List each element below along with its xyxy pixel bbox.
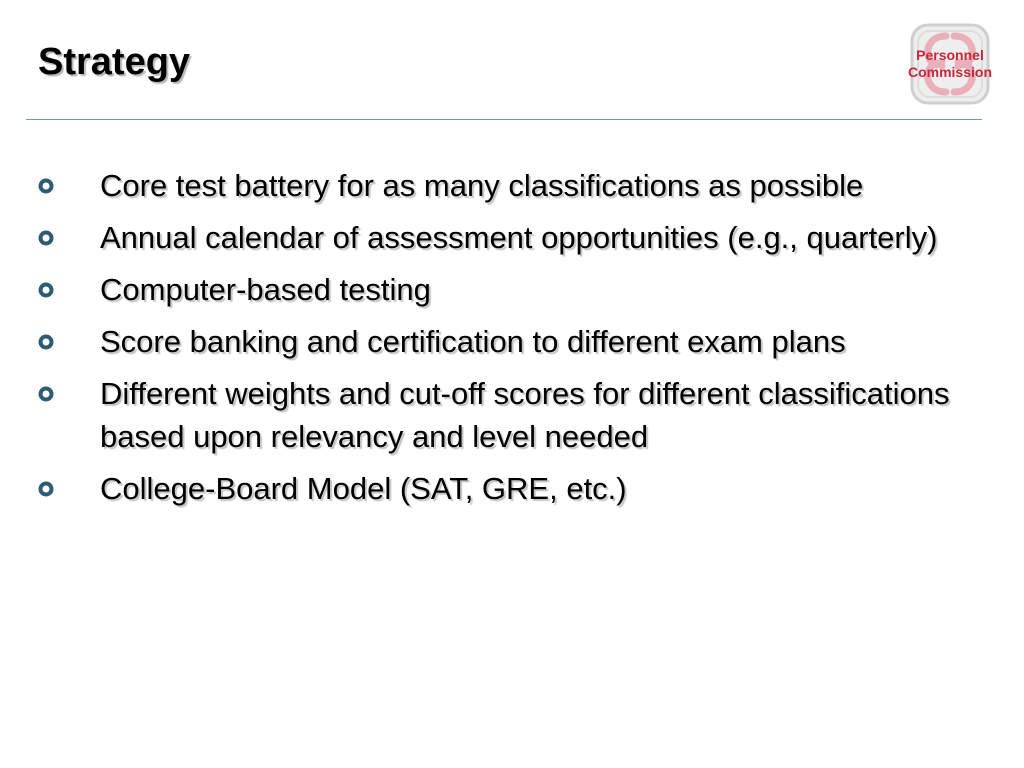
bullet-text: Computer-based testing	[100, 272, 431, 307]
bullet-text: College-Board Model (SAT, GRE, etc.)	[100, 471, 627, 506]
bullet-item	[0, 467, 1024, 510]
bullet-list	[0, 164, 1024, 519]
bullet-item	[0, 216, 1024, 259]
logo-text	[900, 47, 1000, 81]
ring-bullet-icon	[38, 230, 54, 246]
bullet-item	[0, 164, 1024, 207]
personnel-commission-logo	[900, 22, 1000, 106]
bullet-item	[0, 320, 1024, 363]
bullet-text: Different weights and cut-off scores for different classifications based upon relevancy and level needed	[100, 376, 950, 454]
logo-line-2: Commission	[907, 64, 992, 80]
bullet-text: Annual calendar of assessment opportunities (e.g., quarterly)	[100, 220, 938, 255]
ring-bullet-icon	[38, 386, 54, 402]
title-divider	[26, 119, 982, 120]
bullet-item	[0, 268, 1024, 311]
slide-title: Strategy	[38, 41, 191, 83]
ring-bullet-icon	[38, 334, 54, 350]
ring-bullet-icon	[38, 178, 54, 194]
bullet-text: Score banking and certification to different exam plans	[100, 324, 846, 359]
logo-line-1: Personnel	[916, 47, 984, 63]
ring-bullet-icon	[38, 282, 54, 298]
bullet-item	[0, 372, 1024, 458]
bullet-text: Core test battery for as many classifications as possible	[100, 168, 864, 203]
ring-bullet-icon	[38, 481, 54, 497]
